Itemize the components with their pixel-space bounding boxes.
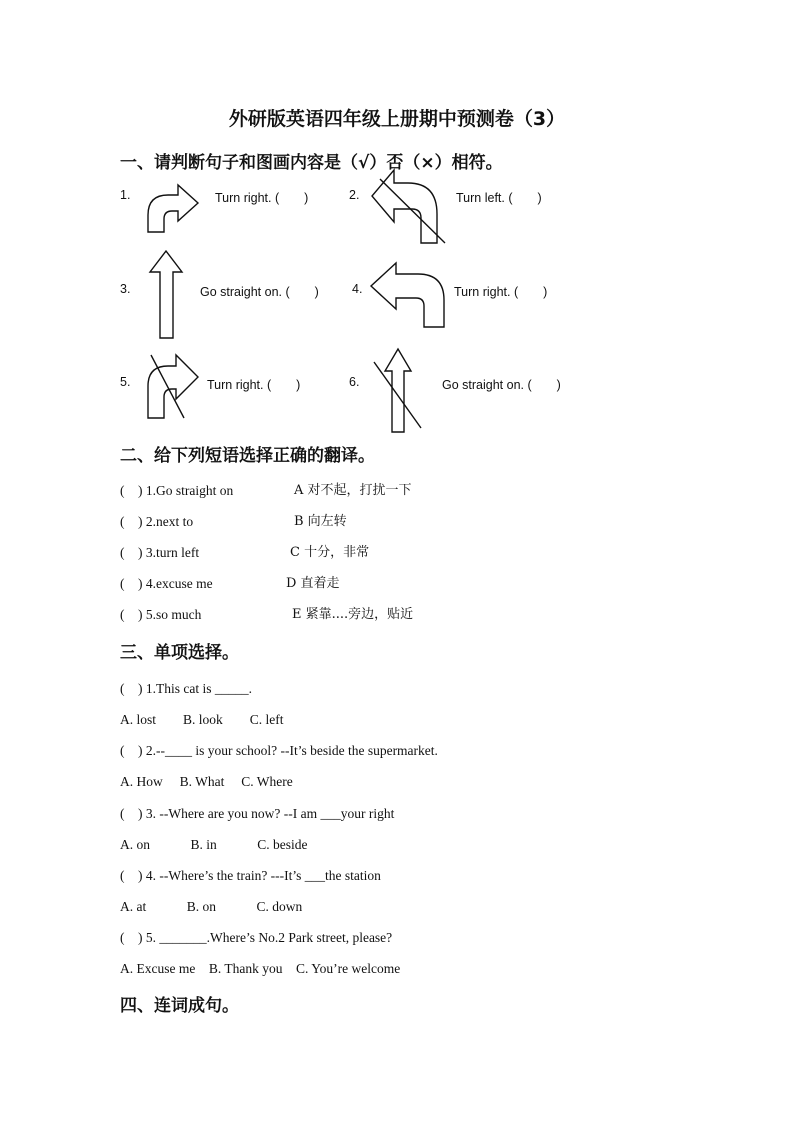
translation-option: B 向左转 xyxy=(294,514,347,529)
question: ( ) 3. --Where are you now? --I am ___your right xyxy=(120,806,395,821)
item-number: 3. xyxy=(120,282,131,296)
question: ( ) 1.This cat is _____. xyxy=(120,681,252,696)
section-4-heading: 四、连词成句。 xyxy=(120,996,239,1016)
item-number: 2. xyxy=(349,188,360,202)
answer-options: A. at B. on C. down xyxy=(120,899,303,914)
section-2-heading: 二、给下列短语选择正确的翻译。 xyxy=(120,446,375,466)
section-1-heading: 一、请判断句子和图画内容是（√）否（×）相符。 xyxy=(120,153,503,173)
section-3-heading: 三、单项选择。 xyxy=(120,643,239,663)
answer-options: A. How B. What C. Where xyxy=(120,774,293,789)
question: ( ) 4. --Where’s the train? ---It’s ___the station xyxy=(120,868,381,883)
answer-options: A. on B. in C. beside xyxy=(120,837,308,852)
item-text: Go straight on. ( ) xyxy=(200,285,319,299)
phrase-item: ( ) 3.turn left xyxy=(120,545,200,560)
answer-options: A. lost B. look C. left xyxy=(120,712,284,727)
item-number: 5. xyxy=(120,375,131,389)
item-text: Turn right. ( ) xyxy=(215,191,309,205)
item-text: Turn right. ( ) xyxy=(207,378,301,392)
phrase-item: ( ) 5.so much xyxy=(120,607,202,622)
item-text: Turn right. ( ) xyxy=(454,285,548,299)
item-number: 1. xyxy=(120,188,131,202)
item-text: Turn left. ( ) xyxy=(456,191,542,205)
translation-option: D 直着走 xyxy=(286,576,340,591)
translation-option: A 对不起，打扰一下 xyxy=(294,483,412,498)
translation-option: E 紧靠....旁边，贴近 xyxy=(292,607,414,622)
answer-options: A. Excuse me B. Thank you C. You’re welcome xyxy=(120,961,401,976)
page-title: 外研版英语四年级上册期中预测卷（3） xyxy=(228,108,566,130)
item-number: 6. xyxy=(349,375,360,389)
phrase-item: ( ) 4.excuse me xyxy=(120,576,213,591)
question: ( ) 2.--____ is your school? --It’s beside the supermarket. xyxy=(120,743,438,758)
item-text: Go straight on. ( ) xyxy=(442,378,561,392)
item-number: 4. xyxy=(352,282,363,296)
phrase-item: ( ) 2.next to xyxy=(120,514,194,529)
translation-option: C 十分，非常 xyxy=(290,545,370,560)
question: ( ) 5. _______.Where’s No.2 Park street, please? xyxy=(120,930,393,945)
phrase-item: ( ) 1.Go straight on xyxy=(120,483,234,498)
